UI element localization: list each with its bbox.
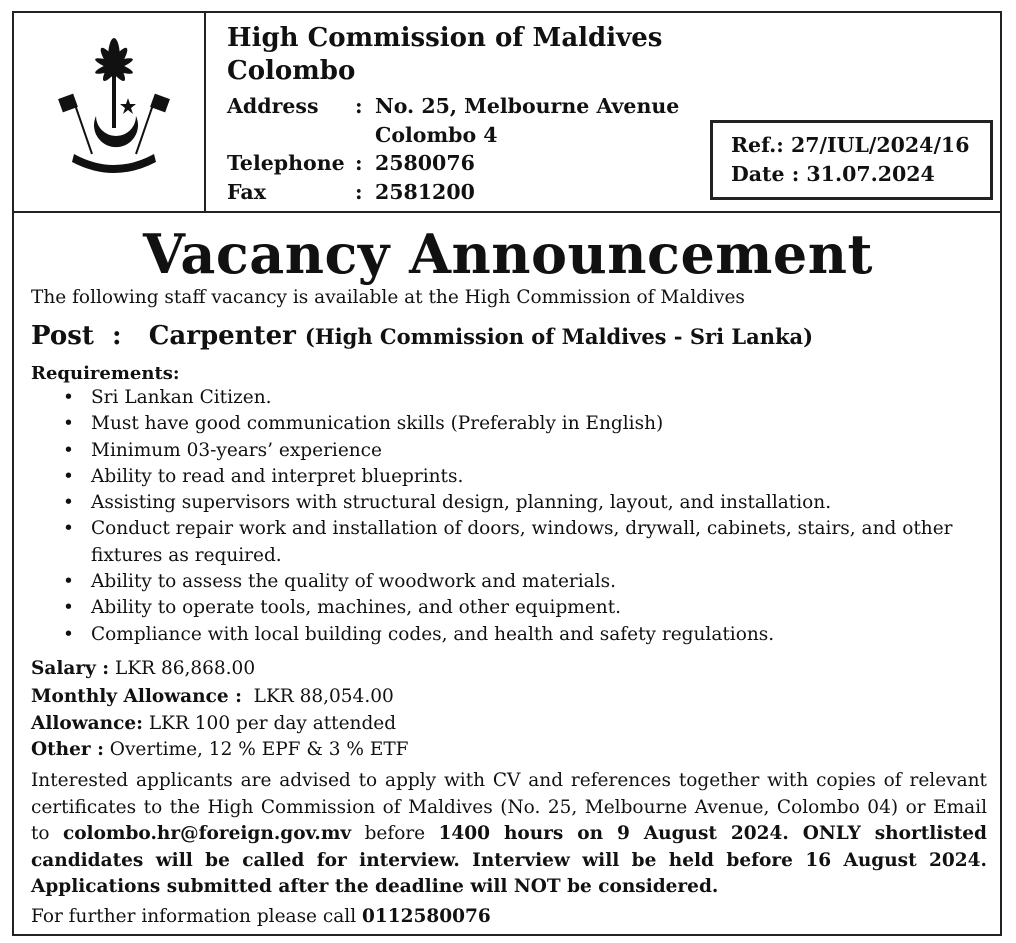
page-title: Vacancy Announcement <box>142 222 873 286</box>
telephone-row <box>227 149 679 178</box>
bullet-icon: • <box>63 492 74 514</box>
requirement-text: Must have good communication skills (Preferably in English) <box>91 413 664 435</box>
post-location: (High Commission of Maldives - Sri Lanka) <box>304 324 814 349</box>
requirement-text: Sri Lankan Citizen. <box>91 387 272 408</box>
requirement-item <box>58 516 993 569</box>
fax-row <box>227 178 679 207</box>
closing-line <box>31 904 491 930</box>
org-line-1: High Commission of Maldives <box>227 23 663 53</box>
reference-box <box>710 120 993 200</box>
contact-details <box>227 92 679 206</box>
salary-line <box>31 656 255 682</box>
requirements-list <box>58 385 993 648</box>
org-line-2: Colombo <box>227 56 356 86</box>
bullet-icon: • <box>63 439 74 461</box>
application-text: Interested applicants are advised to apply with CV and references together with copies of relevant certificates to the High Commission of Maldives (No. 25, Melbourne Avenue, Colombo 04) or Email to <box>31 770 987 844</box>
requirement-item <box>58 464 993 490</box>
organization-name <box>227 22 662 88</box>
post-colon: : <box>111 321 122 351</box>
monthly-allowance-value: LKR 88,054.00 <box>253 686 394 707</box>
emblem-cell <box>12 11 206 213</box>
requirement-text: Ability to operate tools, machines, and other equipment. <box>91 597 622 619</box>
allowance-label: Allowance: <box>31 713 143 734</box>
requirement-item <box>58 622 993 648</box>
address-row-2 <box>227 121 679 150</box>
other-label: Other : <box>31 739 104 760</box>
reference-date: Date : 31.07.2024 <box>731 161 935 186</box>
requirement-text: Minimum 03-years’ experience <box>91 439 382 461</box>
address-row <box>227 92 679 121</box>
other-line <box>31 737 409 763</box>
requirement-text: Conduct repair work and installation of doors, windows, drywall, cabinets, stairs, and other fixtures as required. <box>91 518 953 566</box>
bullet-icon: • <box>63 623 74 645</box>
colon: : <box>355 94 363 118</box>
allowance-line <box>31 711 396 737</box>
post-title: Carpenter <box>148 321 296 351</box>
requirement-item <box>58 438 993 464</box>
colon: : <box>355 151 363 175</box>
fax-value: 2581200 <box>375 179 475 204</box>
requirement-item <box>58 569 993 595</box>
address-label: Address <box>227 94 319 118</box>
requirements-heading: Requirements: <box>31 363 180 384</box>
address-line-1: No. 25, Melbourne Avenue <box>375 94 680 118</box>
post-line <box>31 319 813 354</box>
application-deadline: 1400 hours on 9 August 2024. ONLY shortlisted candidates will be called for interview. Interview will be held before 16 August 2024. Applications submitted after the deadline will NOT be considered. <box>31 823 987 897</box>
fax-label: Fax <box>227 179 266 204</box>
requirement-item <box>58 490 993 516</box>
salary-value: LKR 86,868.00 <box>115 658 256 679</box>
bullet-icon: • <box>63 518 74 540</box>
contact-phone[interactable]: 0112580076 <box>362 906 491 927</box>
requirement-text: Ability to assess the quality of woodwork and materials. <box>91 571 617 593</box>
allowance-value: LKR 100 per day attended <box>148 713 397 734</box>
post-label: Post <box>31 321 94 351</box>
bullet-icon: • <box>63 465 74 487</box>
bullet-icon: • <box>63 597 74 619</box>
bullet-icon: • <box>63 571 74 593</box>
closing-text: For further information please call <box>31 906 362 927</box>
application-before: before <box>351 823 439 844</box>
application-email[interactable]: colombo.hr@foreign.gov.mv <box>62 823 352 844</box>
other-value: Overtime, 12 % EPF & 3 % ETF <box>109 739 409 760</box>
maldives-emblem-icon <box>52 36 176 186</box>
telephone-value: 2580076 <box>375 151 475 175</box>
requirement-item <box>58 595 993 621</box>
monthly-allowance-label: Monthly Allowance : <box>31 686 242 707</box>
colon: : <box>355 179 363 204</box>
bullet-icon: • <box>63 387 74 408</box>
address-line-2: Colombo 4 <box>375 122 498 147</box>
requirement-item <box>58 385 993 411</box>
requirement-item <box>58 411 993 437</box>
requirement-text: Ability to read and interpret blueprints. <box>91 465 464 487</box>
telephone-label: Telephone <box>227 151 345 175</box>
application-instructions <box>31 768 987 901</box>
bullet-icon: • <box>63 413 74 435</box>
requirement-text: Assisting supervisors with structural design, planning, layout, and installation. <box>91 492 832 514</box>
reference-number: Ref.: 27/IUL/2024/16 <box>731 133 970 157</box>
salary-label: Salary : <box>31 658 110 679</box>
intro-text: The following staff vacancy is available at the High Commission of Maldives <box>31 287 745 308</box>
requirement-text: Compliance with local building codes, and health and safety regulations. <box>91 623 775 645</box>
monthly-allowance-line <box>31 684 394 710</box>
